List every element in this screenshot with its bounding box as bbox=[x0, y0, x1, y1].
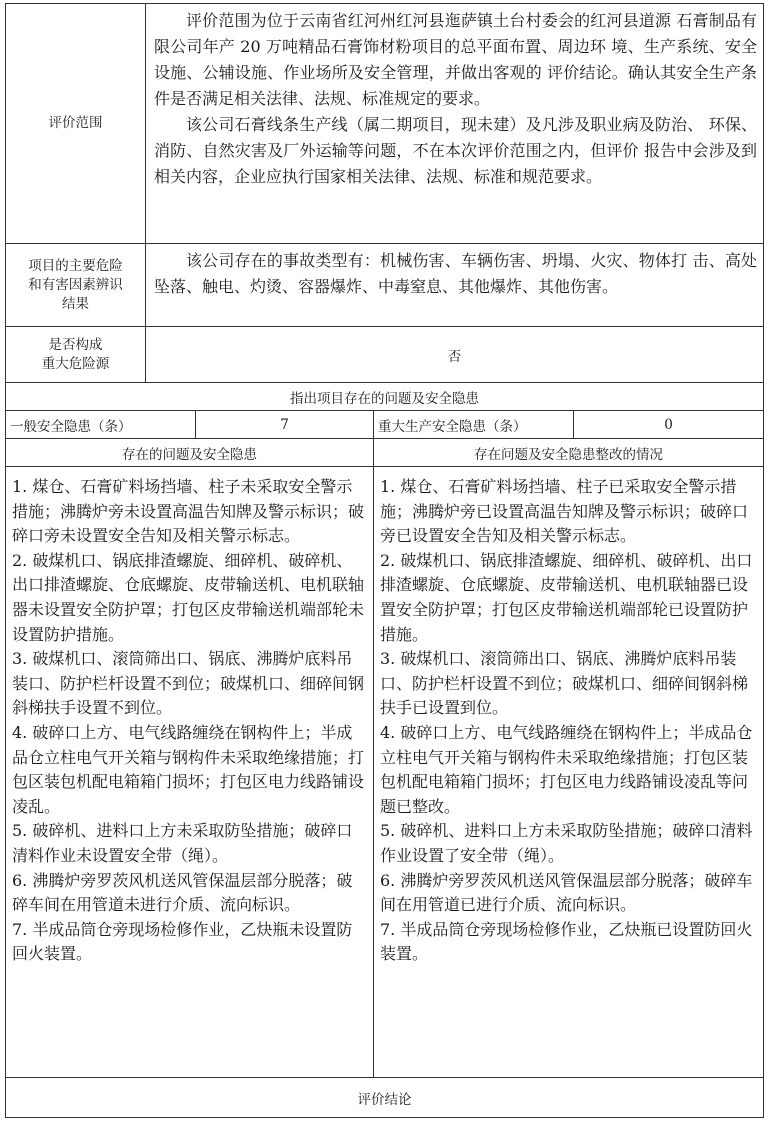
hazard-row bbox=[6, 244, 764, 327]
rectification-item: 4. 破碎口上方、电气线路缠绕在钢构件上；半成品仓立柱电气开关箱与钢构件未采取绝缘措施；打包区装包机配电箱箱门损坏；打包区电力线路铺设凌乱等问题已整改。 bbox=[380, 722, 753, 816]
hazard-label-line-1: 项目的主要危险 bbox=[28, 257, 123, 274]
evaluation-table bbox=[5, 3, 764, 1118]
counts-row bbox=[6, 411, 764, 439]
rectification-item: 7. 半成品筒仓旁现场检修作业，乙炔瓶已设置防回火装置。 bbox=[380, 919, 753, 964]
major-source-label-line-1: 是否构成 bbox=[48, 336, 103, 353]
problem-item: 7. 半成品筒仓旁现场检修作业，乙炔瓶未设置防回火装置。 bbox=[12, 919, 353, 964]
rectifications-column bbox=[374, 467, 764, 1078]
issues-body-row bbox=[6, 467, 764, 1078]
scope-row bbox=[6, 4, 764, 244]
problems-column bbox=[6, 467, 374, 1078]
hazard-content bbox=[146, 244, 764, 327]
major-source-row bbox=[6, 327, 764, 383]
scope-content bbox=[146, 4, 764, 244]
hazard-label bbox=[6, 244, 146, 327]
rectification-item: 1. 煤仓、石膏矿料场挡墙、柱子已采取安全警示措施；沸腾炉旁已设置高温告知牌及警示标识；破碎口旁已设置安全告知及相关警示标志。 bbox=[380, 477, 749, 546]
hazard-text: 该公司存在的事故类型有：机械伤害、车辆伤害、坍塌、火灾、物体打 击、高处坠落、触电、灼烫、容器爆炸、中毒窒息、其他爆炸、其他伤害。 bbox=[154, 251, 758, 296]
scope-label: 评价范围 bbox=[6, 4, 146, 244]
problem-item: 2. 破煤机口、锅底排渣螺旋、细碎机、破碎机、出口排渣螺旋、仓底螺旋、皮带输送机、电机联轴器未设置安全防护罩；打包区皮带输送机端部轮未设置防护措施。 bbox=[12, 550, 365, 644]
evaluation-table-sheet bbox=[5, 3, 763, 1118]
problem-item: 4. 破碎口上方、电气线路缠绕在钢构件上；半成品仓立柱电气开关箱与钢构件未采取绝缘措施；打包区装包机配电箱箱门损坏；打包区电力线路铺设凌乱。 bbox=[12, 722, 365, 816]
problems-header: 存在的问题及安全隐患 bbox=[6, 439, 374, 467]
problem-item: 1. 煤仓、石膏矿料场挡墙、柱子未采取安全警示措施；沸腾炉旁未设置高温告知牌及警示标识；破碎口旁未设置安全告知及相关警示标志。 bbox=[12, 477, 365, 546]
major-hazard-count: 0 bbox=[574, 411, 764, 439]
problem-item: 3. 破煤机口、滚筒筛出口、锅底、沸腾炉底料吊装口、防护栏杆设置不到位；破煤机口、细碎间钢斜梯扶手设置不到位。 bbox=[12, 649, 365, 718]
problem-item: 5. 破碎机、进料口上方未采取防坠措施；破碎口清料作业未设置安全带（绳）。 bbox=[12, 821, 353, 865]
general-hazard-count: 7 bbox=[196, 411, 374, 439]
rectifications-header: 存在问题及安全隐患整改的情况 bbox=[374, 439, 764, 467]
rectification-item: 6. 沸腾炉旁罗茨风机送风管保温层部分脱落；破碎车间在用管道已进行介质、流向标识。 bbox=[380, 870, 753, 915]
rectification-item: 3. 破煤机口、滚筒筛出口、锅底、沸腾炉底料吊装口、防护栏杆设置不到位；破煤机口、细碎间钢斜梯扶手已设置到位。 bbox=[380, 649, 749, 718]
scope-paragraph-2: 该公司石膏线条生产线（属二期项目，现未建）及凡涉及职业病及防治、 环保、消防、自然灾害及厂外运输等问题，不在本次评价范围之内，但评价 报告中会涉及到相关内容，企业应执行国家相关法律、法规、标准和规范要求。 bbox=[154, 115, 758, 186]
major-source-value: 否 bbox=[146, 327, 764, 383]
conclusion-label: 评价结论 bbox=[6, 1078, 764, 1118]
column-header-row bbox=[6, 439, 764, 467]
issues-title: 指出项目存在的问题及安全隐患 bbox=[6, 383, 764, 411]
general-hazard-label: 一般安全隐患（条） bbox=[6, 411, 196, 439]
hazard-label-line-2: 和有害因素辨识 bbox=[28, 276, 123, 293]
rectification-item: 5. 破碎机、进料口上方未采取防坠措施；破碎口清料作业设置了安全带（绳）。 bbox=[380, 821, 753, 865]
problem-item: 6. 沸腾炉旁罗茨风机送风管保温层部分脱落；破碎车间在用管道未进行介质、流向标识。 bbox=[12, 870, 353, 915]
conclusion-row bbox=[6, 1078, 764, 1118]
major-source-label-line-2: 重大危险源 bbox=[41, 355, 110, 372]
scope-paragraph-1: 评价范围为位于云南省红河州红河县迤萨镇土台村委会的红河县道源 石膏制品有限公司年产 20 万吨精品石膏饰材粉项目的总平面布置、周边环 境、生产系统、安全设施、公辅设施、作业场所及安全管理，并做出客观的 评价结论。确认其安全生产条件是否满足相关法律、法规、标准规定的要求。 bbox=[154, 11, 758, 108]
issues-title-row bbox=[6, 383, 764, 411]
hazard-label-line-3: 结果 bbox=[62, 295, 89, 312]
major-source-label bbox=[6, 327, 146, 383]
rectification-item: 2. 破煤机口、锅底排渣螺旋、细碎机、破碎机、出口排渣螺旋、仓底螺旋、皮带输送机、电机联轴器已设置安全防护罩；打包区皮带输送机端部轮已设置防护措施。 bbox=[380, 550, 753, 644]
major-hazard-label: 重大生产安全隐患（条） bbox=[374, 411, 574, 439]
